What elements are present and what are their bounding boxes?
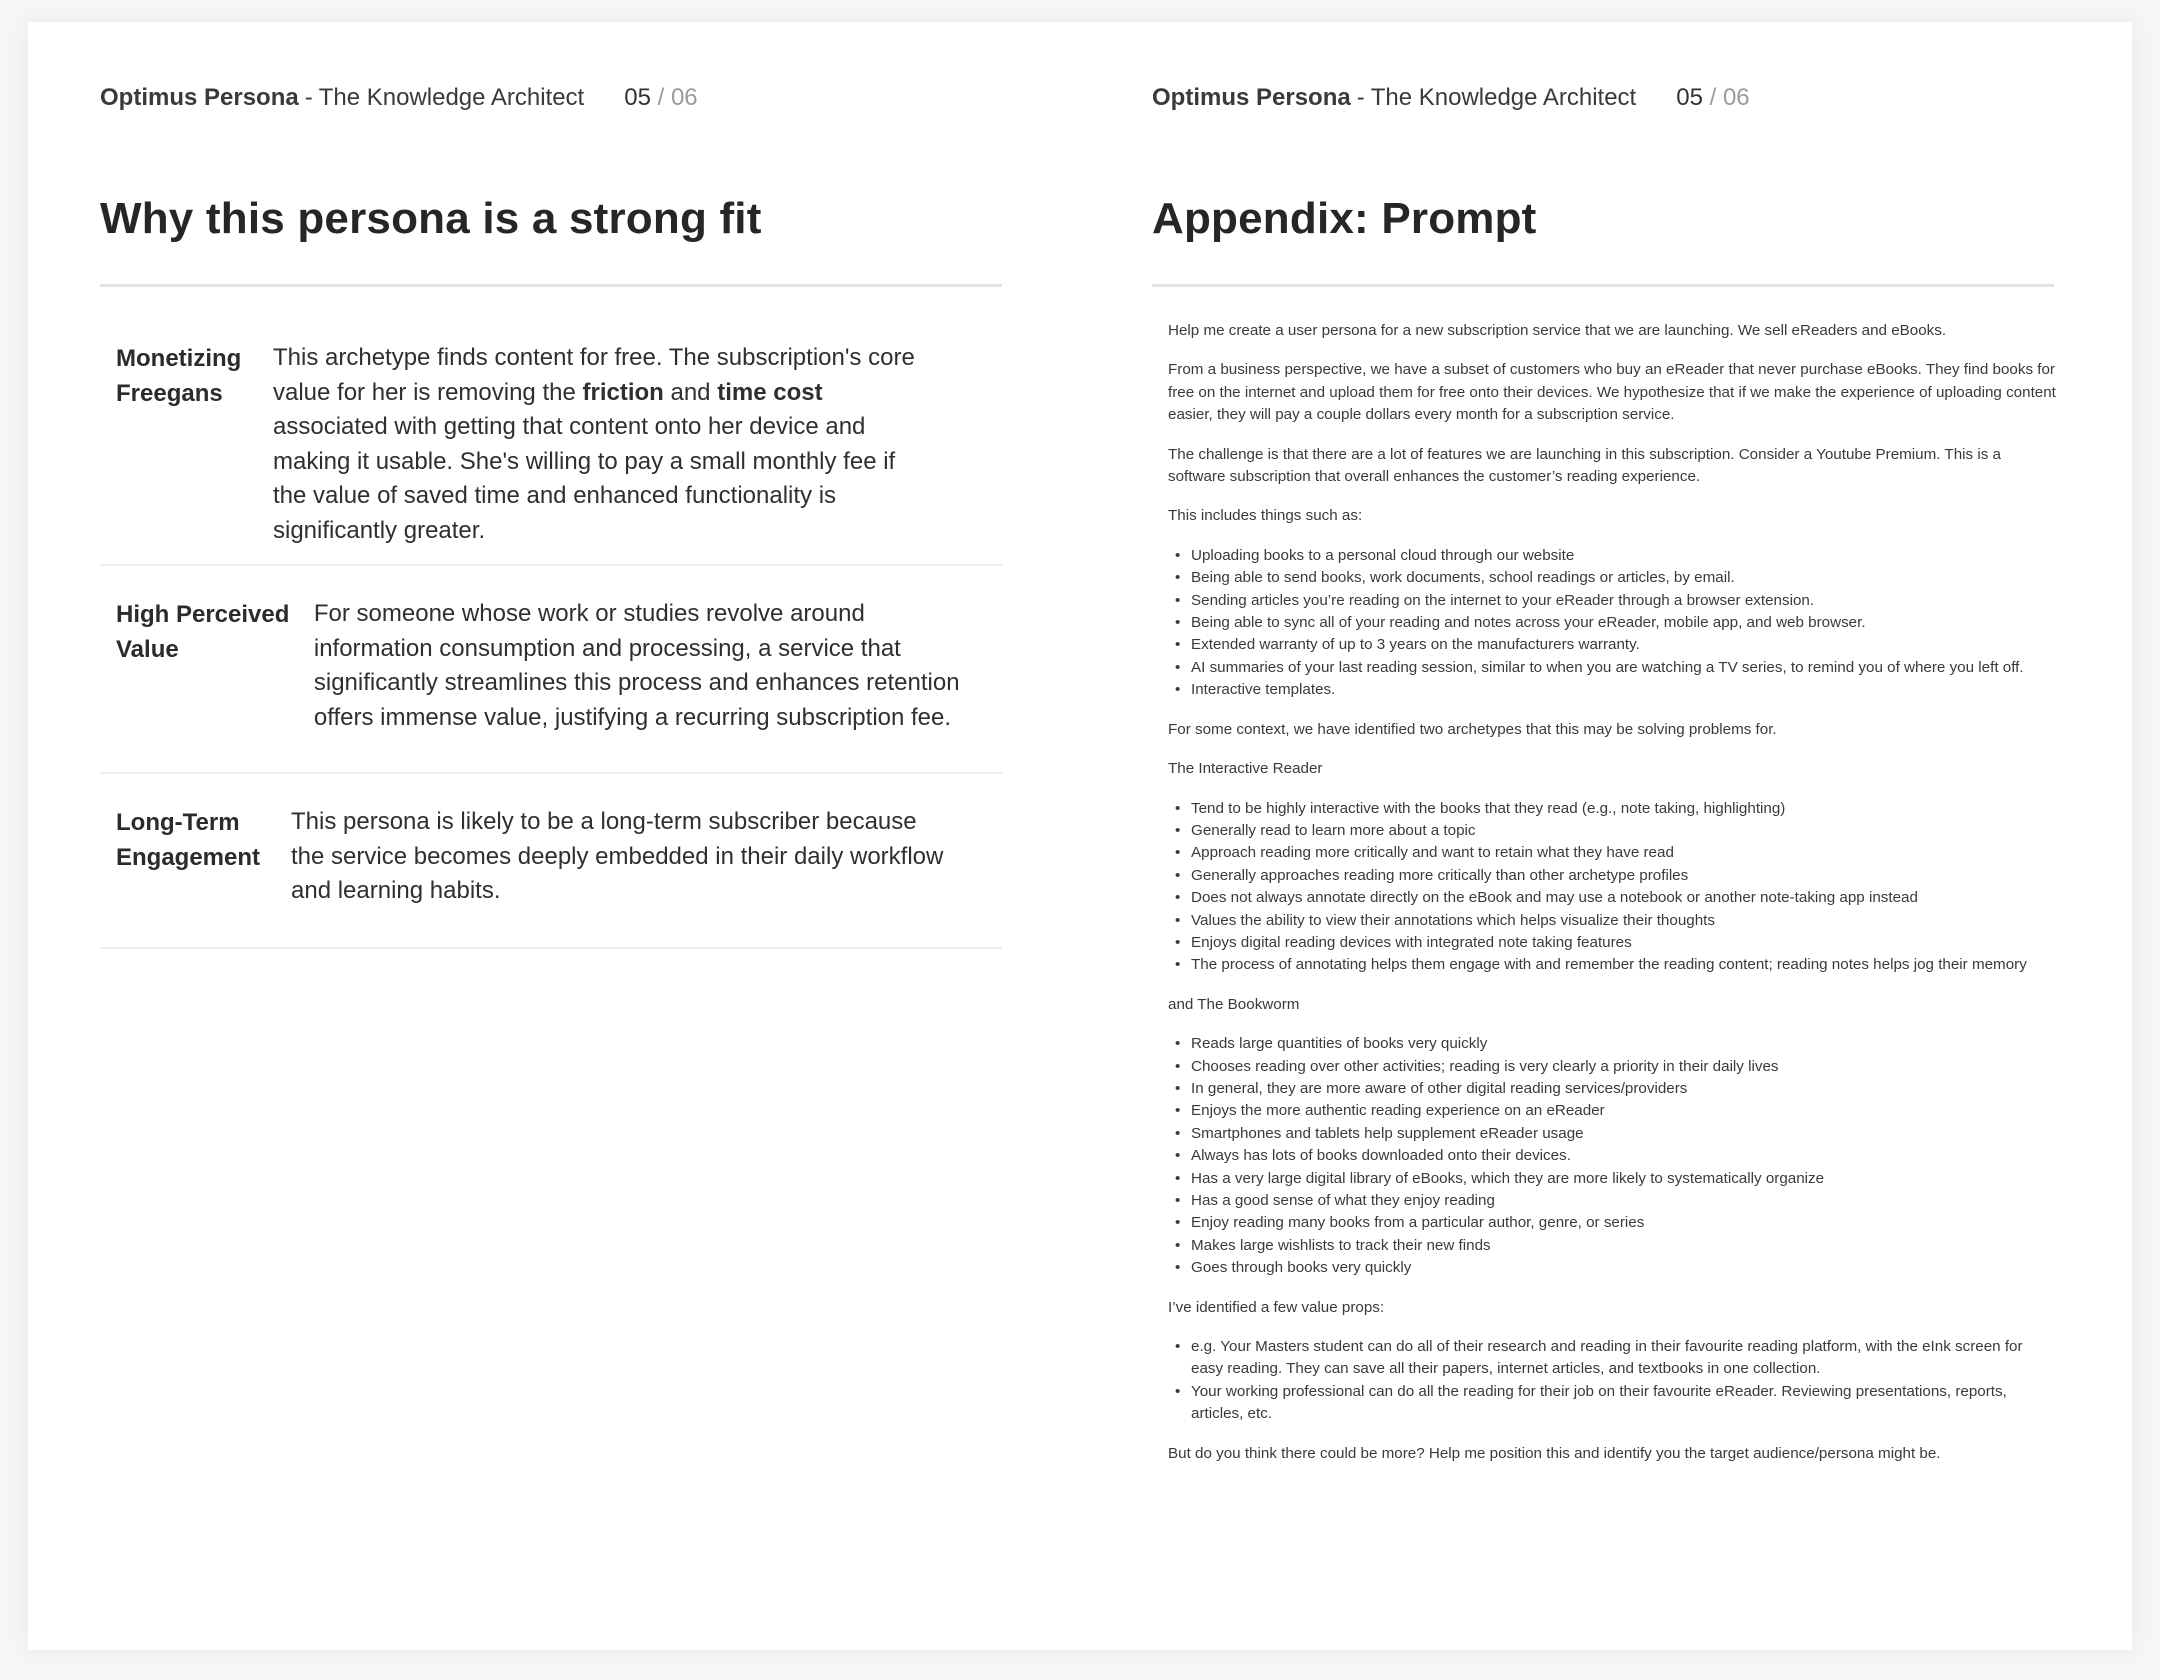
bold-friction: friction	[582, 378, 664, 406]
header-subtitle: The Knowledge Architect	[318, 84, 585, 111]
header-brand: Optimus Persona	[100, 84, 299, 111]
list-item: • Being able to sync all of your reading and notes across your eReader, mobile app, and web browser.	[1175, 612, 2058, 634]
page-header	[100, 84, 698, 112]
label-line: Engagement	[116, 844, 261, 871]
list-item: • Does not always annotate directly on the eBook and may use a notebook or another note-taking app instead	[1175, 887, 2058, 909]
header-dash: -	[1356, 84, 1365, 111]
fit-row-monetizing-freegans	[100, 287, 1002, 566]
value-props-list	[1168, 1336, 2058, 1426]
prompt-paragraph: But do you think there could be more? Help me position this and identify you the target audience/persona might be.	[1168, 1444, 1941, 1462]
header-brand: Optimus Persona	[1152, 84, 1351, 111]
left-page	[100, 22, 1060, 1650]
list-item: • Generally read to learn more about a topic	[1175, 820, 2058, 842]
list-item: • Being able to send books, work documents, school readings or articles, by email.	[1175, 567, 2058, 589]
label-line: Value	[116, 636, 179, 663]
prompt-paragraph: and The Bookworm	[1168, 995, 1300, 1013]
text-segment: This archetype finds content for free. The subscription's core value for her is removing the	[273, 344, 915, 406]
document-sheet	[28, 22, 2132, 1650]
page-separator: /	[1709, 84, 1717, 111]
prompt-paragraph: From a business perspective, we have a subset of customers who buy an eReader that never purchase eBooks. They find books for free on the internet and upload them for free onto their devices. We hypothesize that if we make the experience of uploading content easier, they will pay a couple dollars every month for a subscription service.	[1168, 361, 2056, 424]
page-total: 06	[1722, 84, 1750, 111]
list-item: • Enjoys digital reading devices with integrated note taking features	[1175, 932, 2058, 954]
fit-row-label	[116, 805, 276, 947]
interactive-reader-list	[1168, 798, 2058, 977]
list-item: • AI summaries of your last reading session, similar to when you are watching a TV series, to remind you of where you left off.	[1175, 657, 2058, 679]
label-line: Long-Term	[116, 809, 240, 836]
list-item: • Has a good sense of what they enjoy reading	[1175, 1190, 2058, 1212]
list-item: • Extended warranty of up to 3 years on the manufacturers warranty.	[1175, 634, 2058, 656]
list-item: • Your working professional can do all the reading for their job on their favourite eReader. Reviewing presentations, reports, articles, etc.	[1175, 1381, 2058, 1426]
page-header	[1152, 84, 1750, 112]
text-segment: associated with getting that content onto her device and making it usable. She's willing to pay a small monthly fee if the value of saved time and enhanced functionality is significantly greater.	[273, 413, 896, 544]
page-total: 06	[670, 84, 698, 111]
list-item: • Approach reading more critically and want to retain what they have read	[1175, 842, 2058, 864]
label-line: Monetizing	[116, 345, 242, 372]
right-page	[1152, 22, 2064, 1650]
label-line: Freegans	[116, 380, 223, 407]
list-item: • Generally approaches reading more critically than other archetype profiles	[1175, 865, 2058, 887]
fit-row-text: For someone whose work or studies revolve around information consumption and processing, a service that significantly streamlines this process and enhances retention offers immense value, justifying a recurring subscription fee.	[313, 600, 960, 731]
bold-time-cost: time cost	[717, 378, 823, 406]
prompt-paragraph: I’ve identified a few value props:	[1168, 1298, 1385, 1316]
fit-row-high-perceived-value	[100, 566, 1002, 774]
list-item: • Reads large quantities of books very quickly	[1175, 1033, 2058, 1055]
title-divider	[1152, 284, 2054, 287]
features-list	[1168, 545, 2058, 702]
page-separator: /	[657, 84, 665, 111]
page-number	[1676, 84, 1749, 112]
label-line: High Perceived	[116, 601, 290, 628]
list-item: • e.g. Your Masters student can do all of their research and reading in their favourite reading platform, with the eInk screen for easy reading. They can save all their papers, internet articles, and textbooks in one collection.	[1175, 1336, 2058, 1381]
prompt-text	[1168, 320, 2058, 1482]
list-item: • Tend to be highly interactive with the books that they read (e.g., note taking, highlighting)	[1175, 798, 2058, 820]
fit-row-text: This persona is likely to be a long-term subscriber because the service becomes deeply embedded in their daily workflow and learning habits.	[291, 808, 944, 904]
prompt-paragraph: This includes things such as:	[1168, 507, 1363, 525]
list-item: • Always has lots of books downloaded onto their devices.	[1175, 1145, 2058, 1167]
header-subtitle: The Knowledge Architect	[1370, 84, 1637, 111]
list-item: • Interactive templates.	[1175, 679, 2058, 701]
prompt-paragraph: The Interactive Reader	[1168, 760, 1323, 778]
list-item: • Values the ability to view their annotations which helps visualize their thoughts	[1175, 910, 2058, 932]
page-current: 05	[624, 84, 651, 111]
text-segment: and	[663, 378, 718, 406]
list-item: • Has a very large digital library of eBooks, which they are more likely to systematically organize	[1175, 1168, 2058, 1190]
fit-row-text	[273, 341, 933, 564]
list-item: • The process of annotating helps them engage with and remember the reading content; reading notes helps jog their memory	[1175, 954, 2058, 976]
list-item: • Goes through books very quickly	[1175, 1257, 2058, 1279]
page-title: Why this persona is a strong fit	[100, 194, 762, 243]
header-dash: -	[304, 84, 313, 111]
prompt-paragraph: The challenge is that there are a lot of features we are launching in this subscription. Consider a Youtube Premium. This is a software subscription that overall enhances the customer’s reading experience.	[1168, 445, 2001, 486]
list-item: • Chooses reading over other activities; reading is very clearly a priority in their daily lives	[1175, 1056, 2058, 1078]
prompt-paragraph: Help me create a user persona for a new subscription service that we are launching. We sell eReaders and eBooks.	[1168, 322, 1947, 339]
bookworm-list	[1168, 1033, 2058, 1279]
list-item: • Enjoys the more authentic reading experience on an eReader	[1175, 1100, 2058, 1122]
fit-reasons-list	[100, 287, 1002, 949]
fit-row-long-term-engagement	[100, 774, 1002, 949]
page-number	[624, 84, 697, 112]
page-title: Appendix: Prompt	[1152, 194, 1537, 243]
list-item: • In general, they are more aware of other digital reading services/providers	[1175, 1078, 2058, 1100]
fit-row-label	[116, 597, 299, 772]
fit-row-label	[116, 341, 258, 564]
list-item: • Makes large wishlists to track their new finds	[1175, 1235, 2058, 1257]
list-item: • Enjoy reading many books from a particular author, genre, or series	[1175, 1212, 2058, 1234]
list-item: • Smartphones and tablets help supplement eReader usage	[1175, 1123, 2058, 1145]
list-item: • Sending articles you’re reading on the internet to your eReader through a browser extension.	[1175, 590, 2058, 612]
list-item: • Uploading books to a personal cloud through our website	[1175, 545, 2058, 567]
prompt-paragraph: For some context, we have identified two archetypes that this may be solving problems for.	[1168, 720, 1777, 738]
page-current: 05	[1676, 84, 1703, 111]
